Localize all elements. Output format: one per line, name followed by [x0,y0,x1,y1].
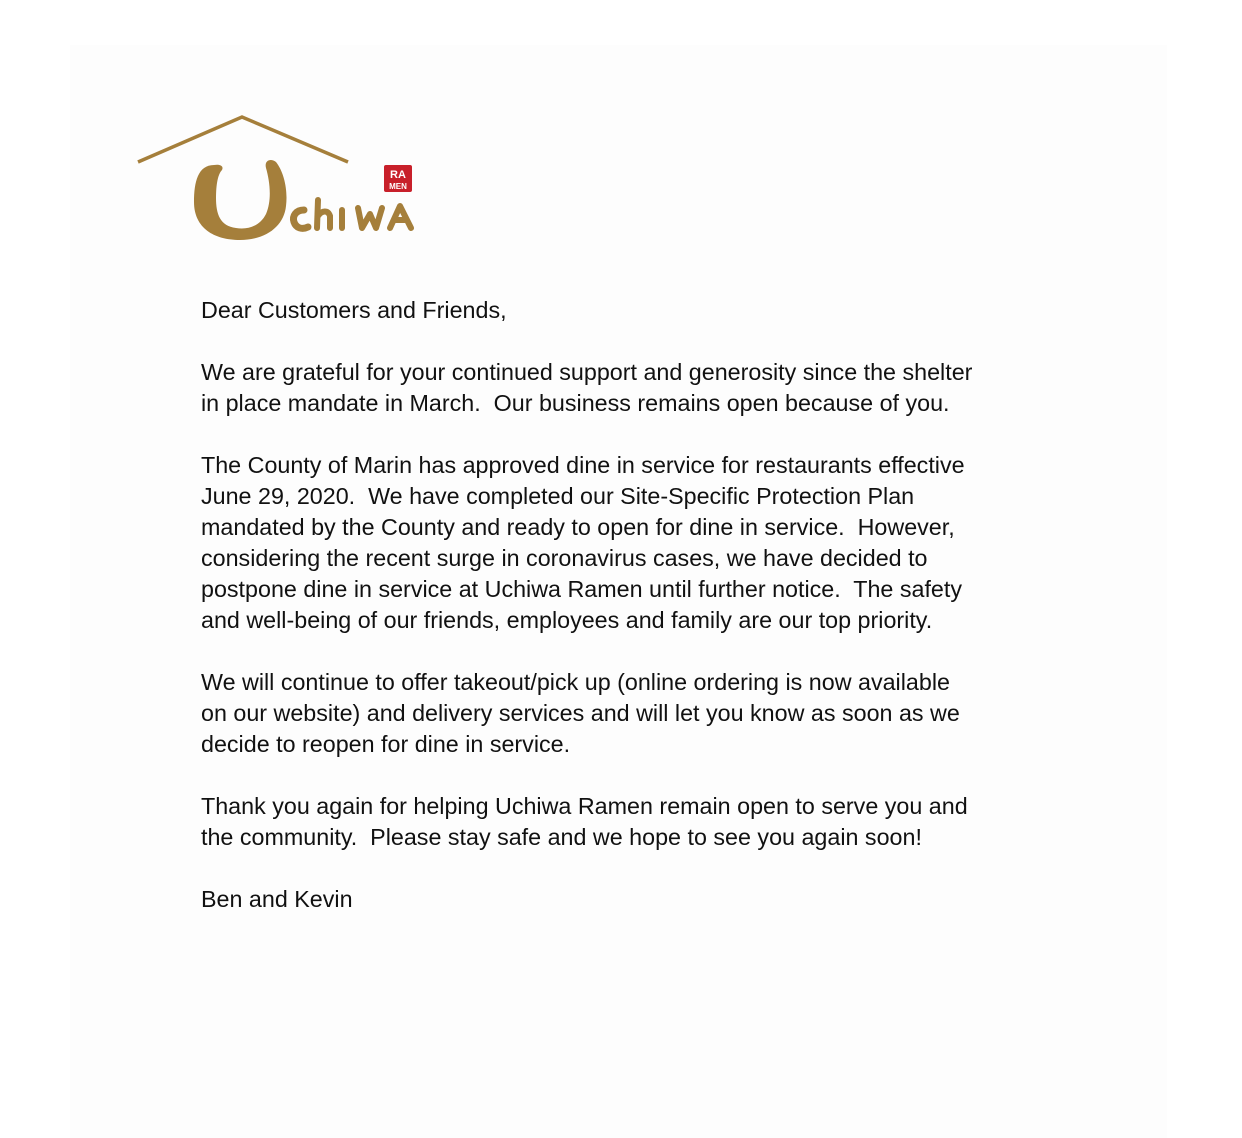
svg-text:MEN: MEN [389,182,407,191]
letter-body [201,295,1061,915]
salutation: Dear Customers and Friends, [201,297,507,323]
chi-brush-mark [293,210,308,228]
svg-text:RA: RA [390,169,406,181]
uchiwa-ramen-logo [136,110,421,245]
w-brush-mark [358,208,382,228]
ramen-badge [384,165,412,192]
signature: Ben and Kevin [201,886,353,912]
paragraph-thank-you: Thank you again for helping Uchiwa Ramen remain open to serve you and the community. Please stay safe and we hope to see you again soon! [201,793,968,850]
h-brush-mark [317,200,330,228]
a-brush-mark [390,206,411,228]
roof-icon [138,117,348,162]
paragraph-gratitude: We are grateful for your continued support and generosity since the shelter in place mandate in March. Our business remains open because of you. [201,359,973,416]
paragraph-takeout-delivery: We will continue to offer takeout/pick up (online ordering is now available on our website) and delivery services and will let you know as soon as we decide to reopen for dine in service. [201,669,960,757]
paragraph-dine-in-postponed: The County of Marin has approved dine in service for restaurants effective June 29, 2020. We have completed our Site-Specific Protection Plan mandated by the County and ready to open for dine in service. However, considering the recent surge in coronavirus cases, we have decided to postpone dine in service at Uchiwa Ramen until further notice. The safety and well-being of our friends, employees and family are our top priority. [201,452,965,633]
u-brush-mark [194,160,287,240]
